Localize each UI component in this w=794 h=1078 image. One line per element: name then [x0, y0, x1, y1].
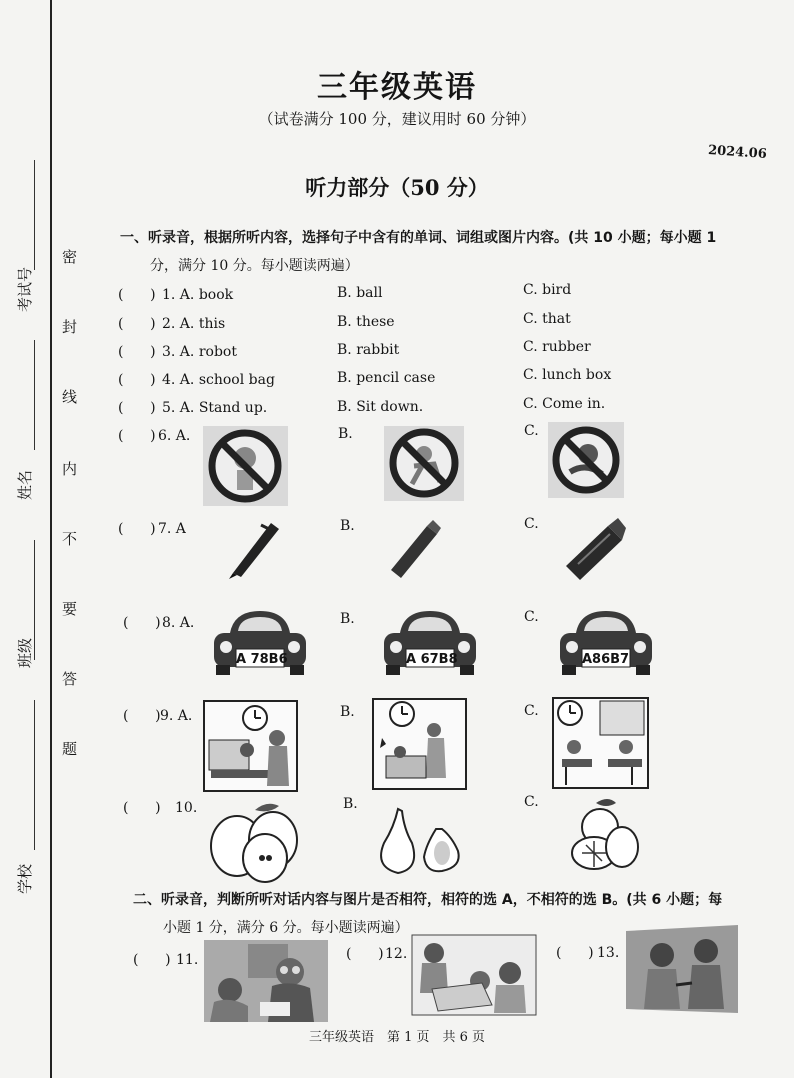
q12-label: 12. [385, 946, 408, 962]
school-blank [34, 700, 35, 850]
q6-label-a: 6. A. [158, 428, 191, 444]
q6-label-c: C. [524, 423, 539, 439]
q2-option-c: C. that [523, 311, 571, 327]
q5-option-b: B. Sit down. [337, 399, 424, 415]
q5-option-a: 5. A. Stand up. [162, 400, 268, 416]
part1-heading-line1: 一、听录音，根据所听内容，选择句子中含有的单词、词组或图片内容。(共 10 小题；每小题 1 [120, 230, 717, 246]
plate-b: A 67B8 [406, 652, 458, 667]
seal-char: 内 [62, 460, 78, 478]
plate-a: A 78B6 [236, 652, 288, 667]
seal-char: 答 [62, 670, 78, 688]
q8-label-b: B. [340, 611, 355, 627]
q9-label-c: C. [524, 703, 539, 719]
plate-c: A86B7 [582, 652, 630, 667]
q7-label-a: 7. A [158, 521, 186, 537]
exam-no-label: 考试号 [16, 266, 34, 312]
seal-char: 题 [62, 740, 78, 758]
answer-paren-q8[interactable]: ( ) [123, 615, 161, 631]
answer-paren-q3[interactable]: ( ) [118, 344, 156, 360]
answer-paren-q5[interactable]: ( ) [118, 400, 156, 416]
answer-paren-q13[interactable]: ( ) [556, 945, 594, 961]
answer-paren-q12[interactable]: ( ) [346, 946, 384, 962]
school-label: 学校 [16, 863, 34, 894]
drawing-scene-image[interactable] [412, 935, 536, 1015]
answer-paren-q10[interactable]: ( ) [123, 800, 161, 816]
no-shouting-sign-image[interactable] [203, 426, 288, 506]
apple-image[interactable] [207, 800, 302, 884]
name-blank [34, 340, 35, 450]
binding-line [50, 0, 52, 1078]
q10-label-b: B. [343, 796, 358, 812]
q4-option-b: B. pencil case [337, 370, 436, 386]
q3-option-a: 3. A. robot [162, 344, 237, 360]
class-label: 班级 [16, 637, 34, 668]
q8-label-a: 8. A. [162, 615, 195, 631]
pear-image[interactable] [372, 805, 468, 875]
marker-image[interactable] [385, 516, 445, 580]
answer-paren-q11[interactable]: ( ) [133, 952, 171, 968]
scene-classroom-image[interactable] [552, 697, 649, 789]
section-title: 听力部分（50 分） [305, 175, 489, 200]
part2-heading-line1: 二、听录音，判断所听对话内容与图片是否相符，相符的选 A，不相符的选 B。(共 6 小题；每 [133, 892, 723, 908]
q7-label-c: C. [524, 516, 539, 532]
q8-label-c: C. [524, 609, 539, 625]
q10-label-a: 10. [175, 800, 198, 816]
q13-label: 13. [597, 945, 620, 961]
seal-char: 线 [62, 388, 78, 406]
reading-scene-image[interactable] [204, 940, 328, 1022]
q2-option-a: 2. A. this [162, 316, 226, 332]
q5-option-c: C. Come in. [523, 396, 606, 412]
q10-label-c: C. [524, 794, 539, 810]
q9-label-a: 9. A. [160, 708, 193, 724]
q1-option-c: C. bird [523, 282, 572, 298]
seal-char: 不 [62, 530, 78, 548]
seal-char: 密 [62, 248, 78, 266]
name-label: 姓名 [16, 469, 34, 500]
seal-char: 封 [62, 318, 78, 336]
page-subtitle: （试卷满分 100 分，建议用时 60 分钟） [258, 110, 536, 128]
q4-option-a: 4. A. school bag [162, 372, 275, 388]
answer-paren-q6[interactable]: ( ) [118, 428, 156, 444]
orange-image[interactable] [560, 795, 645, 875]
part1-heading-line2: 分，满分 10 分。每小题读两遍） [150, 258, 359, 274]
q6-label-b: B. [338, 426, 353, 442]
q7-label-b: B. [340, 518, 355, 534]
q4-option-c: C. lunch box [523, 367, 612, 383]
q3-option-b: B. rabbit [337, 342, 400, 358]
q1-option-a: 1. A. book [162, 287, 234, 303]
scene-homework-image[interactable] [203, 700, 298, 792]
q1-option-b: B. ball [337, 285, 383, 301]
girls-walking-image[interactable] [626, 925, 738, 1013]
page-title: 三年级英语 [317, 70, 477, 105]
part1-heading [120, 224, 760, 280]
no-running-sign-image[interactable] [384, 426, 464, 501]
answer-paren-q2[interactable]: ( ) [118, 316, 156, 332]
page-footer: 三年级英语 第 1 页 共 6 页 [308, 1030, 486, 1045]
q3-option-c: C. rubber [523, 339, 591, 355]
q2-option-b: B. these [337, 314, 395, 330]
answer-paren-q4[interactable]: ( ) [118, 372, 156, 388]
answer-paren-q9[interactable]: ( ) [123, 708, 161, 724]
seal-char: 要 [62, 600, 78, 618]
answer-paren-q1[interactable]: ( ) [118, 287, 156, 303]
scene-sleeping-image[interactable] [372, 698, 467, 790]
q9-label-b: B. [340, 704, 355, 720]
exam-date: 2024.06 [707, 142, 768, 163]
crayon-image[interactable] [560, 516, 630, 584]
part2-heading-line2: 小题 1 分，满分 6 分。每小题读两遍） [163, 920, 409, 936]
answer-paren-q7[interactable]: ( ) [118, 521, 156, 537]
no-eating-sign-image[interactable] [548, 422, 624, 498]
q11-label: 11. [176, 952, 199, 968]
pen-image[interactable] [225, 515, 285, 580]
